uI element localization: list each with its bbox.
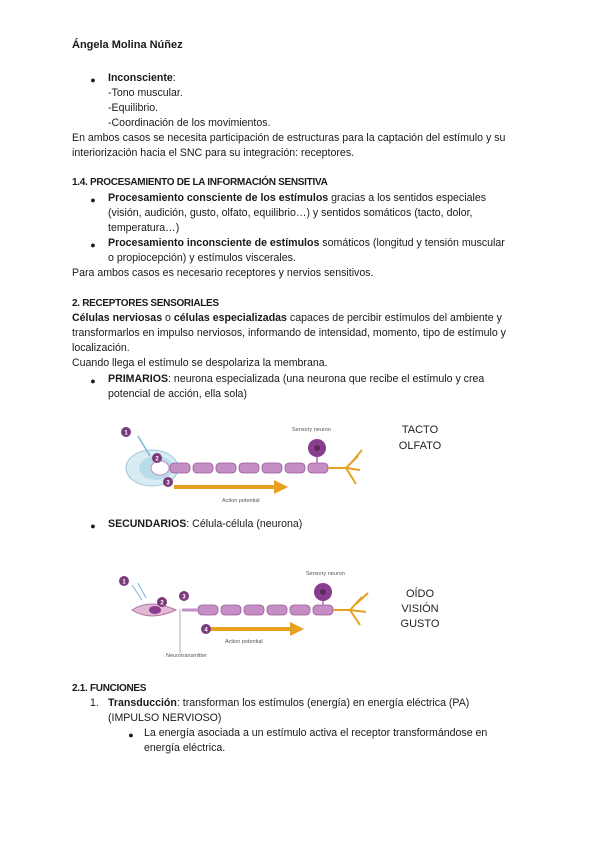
processing-unconscious: Procesamiento inconsciente de estímulos somáticos (longitud y tensión muscular: [108, 237, 505, 249]
processing-conscious: Procesamiento consciente de los estímulos gracias a los sentidos especiales: [108, 192, 487, 204]
inconsciente-item: -Coordinación de los movimientos.: [108, 117, 271, 129]
step-number: 3: [166, 480, 170, 487]
diagram2-sense-label: OÍDO: [405, 588, 435, 600]
axon-terminals: [333, 593, 368, 625]
receptors-definition-cont: localización.: [72, 342, 130, 354]
step-number: 4: [204, 627, 208, 634]
transduccion-detail-cont: energía eléctrica.: [144, 742, 226, 754]
inconsciente-item: -Equilibrio.: [108, 102, 159, 114]
sensory-neuron-label: Sensory neuron: [306, 571, 345, 577]
bullet-dot: ●: [90, 240, 96, 250]
bullet-dot: ●: [90, 376, 96, 386]
closing-text: Para ambos casos es necesario receptores y nervios sensitivos.: [72, 267, 374, 279]
depolarization-text: Cuando llega el estímulo se despolariza la membrana.: [72, 357, 328, 369]
axon-terminals: [328, 450, 362, 484]
step-number: 2: [160, 600, 164, 607]
section-heading: 1.4. PROCESAMIENTO DE LA INFORMACIÓN SENSITIVA: [72, 177, 328, 188]
primarios-text-cont: potencial de acción, ella sola): [108, 388, 247, 400]
bullet-dot: ●: [90, 75, 96, 85]
stimulus-arrows: [132, 583, 146, 600]
diagram1-sense-label: OLFATO: [398, 440, 442, 452]
neurotransmitter-label: Neurotransmitter: [166, 653, 207, 659]
receptors-definition: Células nerviosas o células especializadas capaces de percibir estímulos del ambiente y: [72, 312, 502, 324]
inconsciente-item: -Tono muscular.: [108, 87, 183, 99]
axon-segments: [198, 605, 333, 615]
diagram1-sense-label: TACTO: [401, 424, 439, 436]
transduccion-detail: La energía asociada a un estímulo activa el receptor transformándose en: [144, 727, 488, 739]
intro-text: En ambos casos se necesita participación de estructuras para la captación del estímulo y su: [72, 132, 506, 144]
step-number: 1: [122, 579, 126, 586]
processing-conscious-cont: temperatura…): [108, 222, 180, 234]
step-number: 2: [155, 456, 159, 463]
bullet-dot: ●: [90, 521, 96, 531]
transduccion-text-cont: (IMPULSO NERVIOSO): [108, 712, 222, 724]
section-heading: 2.1. FUNCIONES: [72, 683, 147, 694]
author-name: Ángela Molina Núñez: [72, 39, 183, 51]
transduccion-text: Transducción: transforman los estímulos (energía) en energía eléctrica (PA): [108, 697, 470, 709]
action-potential-label: Action potential: [225, 639, 263, 645]
section-heading: 2. RECEPTORES SENSORIALES: [72, 298, 219, 309]
intro-text: interiorización hacia el SNC para su integración: receptores.: [72, 147, 355, 159]
processing-unconscious-cont: o propiocepción) y estímulos viscerales.: [108, 252, 296, 264]
action-potential-label: Action potential: [222, 498, 260, 504]
diagram2-sense-label: GUSTO: [400, 618, 440, 630]
primarios-text: PRIMARIOS: neurona especializada (una neurona que recibe el estímulo y crea: [108, 373, 485, 385]
sensory-neuron-label: Sensory neuron: [292, 427, 331, 433]
bullet-dot: ●: [90, 195, 96, 205]
step-number: 1: [124, 430, 128, 437]
action-potential-arrow: [174, 480, 288, 494]
axon-segments: [170, 463, 328, 473]
secondary-receptor-diagram: [110, 565, 390, 660]
secundarios-text: SECUNDARIOS: Célula-célula (neurona): [108, 518, 303, 530]
step-number: 3: [182, 594, 186, 601]
receptor-cell: [132, 604, 176, 616]
diagram2-sense-label: VISIÓN: [401, 603, 439, 615]
receptors-definition-cont: transformarlos en impulso nerviosos, informando de intensidad, momento, tipo de estímulo y: [72, 327, 506, 339]
primary-receptor-diagram: [112, 410, 382, 505]
list-number: 1.: [90, 697, 99, 709]
bullet-dot: ●: [128, 730, 134, 740]
processing-conscious-cont: (visión, audición, gusto, olfato, equilibrio…) y sentidos somáticos (tacto, dolor,: [108, 207, 473, 219]
step-markers: [119, 576, 211, 634]
action-potential-arrow: [210, 622, 304, 636]
inconsciente-title: Inconsciente:: [108, 72, 176, 84]
